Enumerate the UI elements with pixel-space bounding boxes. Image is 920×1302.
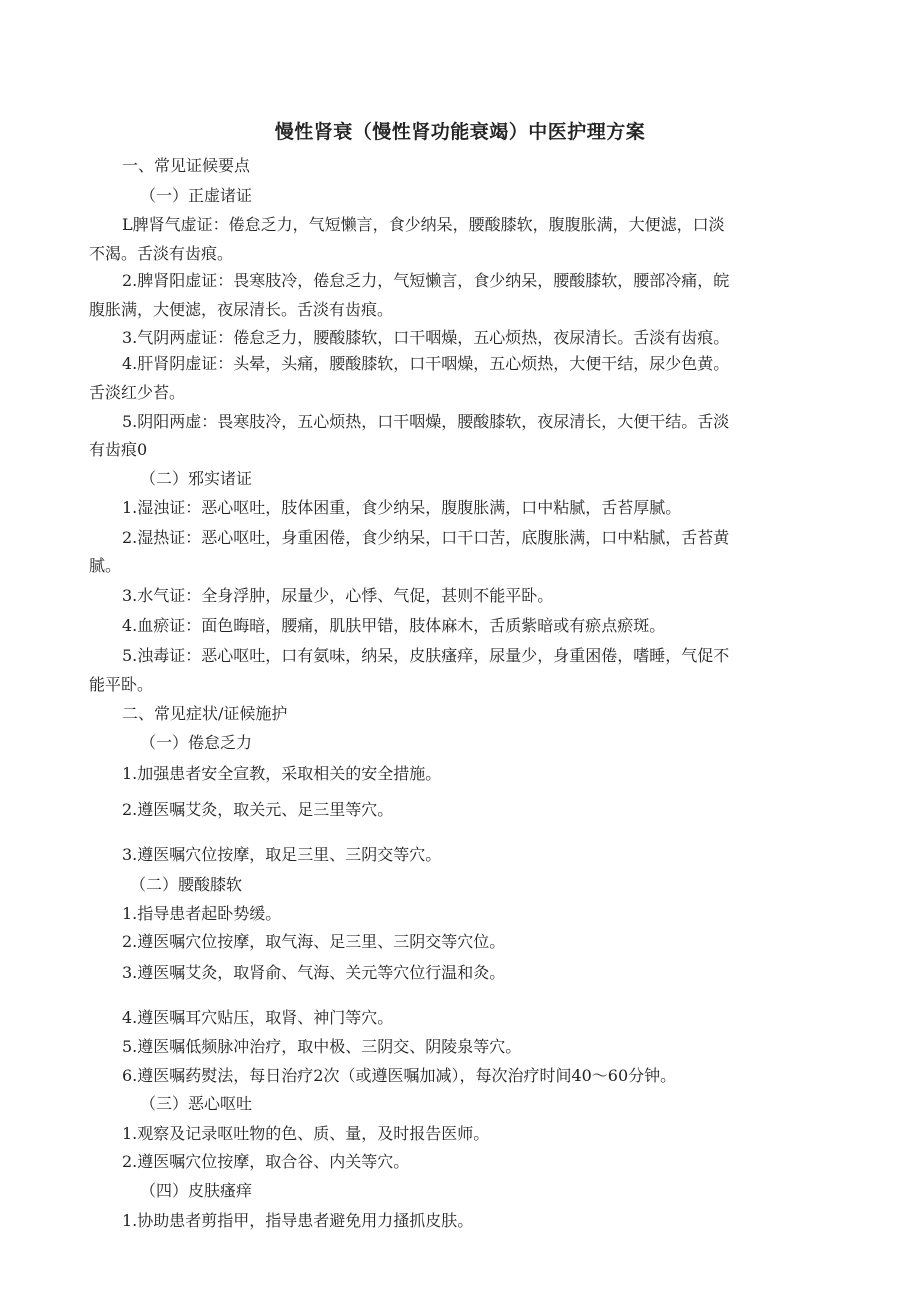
subsection-heading: （一）倦怠乏力 [140, 733, 253, 752]
paragraph-line: 1.湿浊证：恶心呕吐，肢体困重，食少纳呆，腹腹胀满，口中粘腻，舌苔厚腻。 [122, 498, 682, 517]
subsection-heading: （二）邪实诸证 [140, 469, 253, 488]
paragraph-line: 4.遵医嘱耳穴贴压，取肾、神门等穴。 [122, 1008, 394, 1027]
paragraph-line: 1.协助患者剪指甲，指导患者避免用力搔抓皮肤。 [122, 1211, 474, 1230]
paragraph-line: 4.血瘀证：面色晦暗，腰痛，肌肤甲错，肢体麻木，舌质紫暗或有瘀点瘀斑。 [122, 616, 666, 635]
paragraph-line: 5.遵医嘱低频脉冲治疗，取中极、三阴交、阴陵泉等穴。 [122, 1037, 522, 1056]
document-title: 慢性肾衰（慢性肾功能衰竭）中医护理方案 [274, 121, 646, 143]
paragraph-line: 3.水气证：全身浮肿，尿量少，心悸、气促，甚则不能平卧。 [122, 586, 554, 605]
paragraph-line: 5.浊毒证：恶心呕吐，口有氨味，纳呆，皮肤瘙痒，尿量少，身重困倦，嗜睡，气促不 [122, 646, 730, 665]
paragraph-line: 3.遵医嘱艾灸，取肾俞、气海、关元等穴位行温和灸。 [122, 963, 506, 982]
paragraph-line: 2.脾肾阳虚证：畏寒肢冷，倦怠乏力，气短懒言，食少纳呆，腰酸膝软，腰部冷痛，皖 [122, 271, 730, 290]
paragraph-line: 腻。 [89, 556, 122, 575]
subsection-heading: （二）腰酸膝软 [130, 875, 243, 894]
subsection-heading: （三）恶心呕吐 [140, 1094, 253, 1113]
paragraph-line: 2.遵医嘱穴位按摩，取合谷、内关等穴。 [122, 1152, 410, 1171]
paragraph-line: 1.观察及记录呕吐物的色、质、量，及时报告医师。 [122, 1124, 490, 1143]
paragraph-line: 3.气阴两虚证：倦怠乏力，腰酸膝软，口干咽燥，五心烦热，夜尿清长。舌淡有齿痕。 [122, 328, 730, 347]
paragraph-line: 3.遵医嘱穴位按摩，取足三里、三阴交等穴。 [122, 845, 442, 864]
paragraph-line: 腹胀满，大便滤，夜尿清长。舌淡有齿痕。 [89, 300, 394, 319]
paragraph-line: 4.肝肾阴虚证：头晕，头痛，腰酸膝软，口干咽燥，五心烦热，大便干结，尿少色黄。 [122, 354, 730, 373]
subsection-heading: （一）正虚诸证 [140, 186, 253, 205]
paragraph-line: 6.遵医嘱药熨法，每日治疗2次（或遵医嘱加减），每次治疗时间40～60分钟。 [122, 1066, 677, 1085]
paragraph-line: 能平卧。 [89, 675, 154, 694]
paragraph-line: 2.遵医嘱艾灸，取关元、足三里等穴。 [122, 800, 394, 819]
paragraph-line: 2.湿热证：恶心呕吐，身重困倦，食少纳呆，口干口苦，底腹胀满，口中粘腻，舌苔黄 [122, 528, 730, 547]
section-heading: 二、常见症状/证候施护 [122, 704, 288, 723]
paragraph-line: 2.遵医嘱穴位按摩，取气海、足三里、三阴交等穴位。 [122, 932, 506, 951]
subsection-heading: （四）皮肤瘙痒 [140, 1181, 253, 1200]
paragraph-line: 5.阴阳两虚：畏寒肢冷，五心烦热，口干咽燥，腰酸膝软，夜尿清长，大便干结。舌淡 [122, 412, 730, 431]
section-heading: 一、常见证候要点 [122, 156, 251, 175]
paragraph-line: 舌淡红少苔。 [89, 383, 186, 402]
paragraph-line: 有齿痕0 [89, 440, 148, 459]
paragraph-line: 1.加强患者安全宣教，采取相关的安全措施。 [122, 764, 442, 783]
paragraph-line: L脾肾气虚证：倦怠乏力，气短懒言，食少纳呆，腰酸膝软，腹腹胀满，大便滤，口淡 [122, 215, 725, 234]
paragraph-line: 不渴。舌淡有齿痕。 [89, 244, 234, 263]
paragraph-line: 1.指导患者起卧势缓。 [122, 904, 282, 923]
